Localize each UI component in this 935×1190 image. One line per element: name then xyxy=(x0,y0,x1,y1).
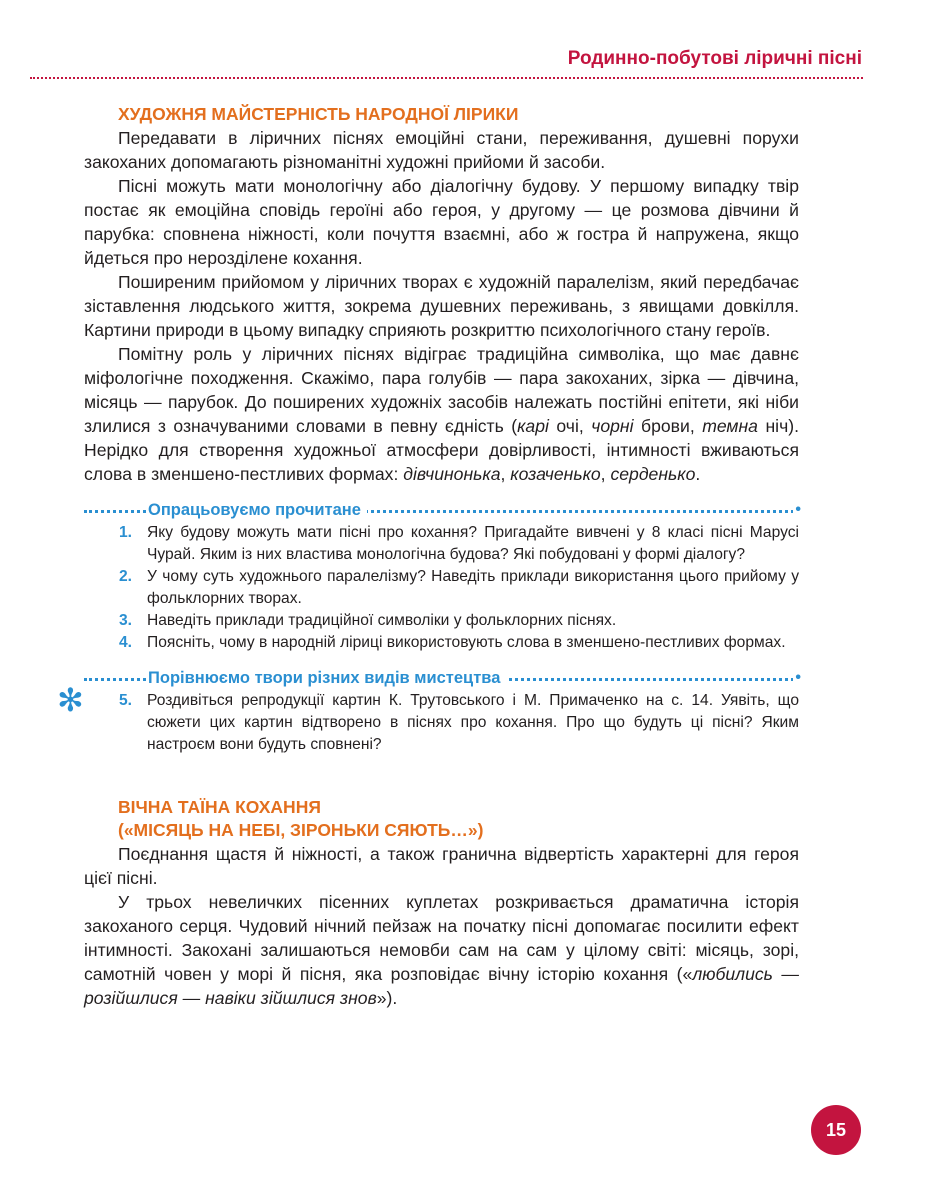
text-run: , xyxy=(600,464,611,484)
paragraph: Поширеним прийомом у ліричних творах є художній паралелізм, який передбачає зіставлення людського життя, зокрема душевних переживань, з явищами довкілля. Картини природи в цьому випадку сприяють розкриттю психологічного стану героїв. xyxy=(84,272,799,340)
compare-task-list xyxy=(57,682,799,756)
header-dotted-rule xyxy=(30,77,863,79)
text-run: Помітну роль у ліричних піснях відіграє традиційна символіка, що має давнє міфологічне походження. Скажімо, пара голубів — пара закоханих, зірка — дівчина, місяць — парубок. До поширених художніх засобів належать постійні епітети, які ніби злилися з означуваними словами в певну єдність ( xyxy=(84,344,799,436)
rule-end-dot: • xyxy=(793,498,801,522)
text-run: »). xyxy=(376,988,398,1008)
task-text: Яку будову можуть мати пісні про кохання? Пригадайте вивчені у 8 класі пісні Марусі Чурай. Яким із них властива монологічна будова? Які побудовані у формі діалогу? xyxy=(147,524,799,563)
task-number: 2. xyxy=(119,568,133,585)
paragraph: Передавати в ліричних піснях емоційні стани, переживання, душевні порухи закоханих допомагають різноманітні художні прийоми й засоби. xyxy=(84,128,799,172)
paragraph: Поєднання щастя й ніжності, а також гранична відвертість характерні для героя цієї пісні. xyxy=(84,844,799,888)
task-number: 1. xyxy=(119,524,133,541)
italic-word: дівчинонька xyxy=(403,464,501,484)
running-header-title: Родинно-побутові ліричні пісні xyxy=(567,48,862,69)
italic-word: козаченько xyxy=(510,464,601,484)
task-item xyxy=(84,566,799,610)
section-heading-artistry: ХУДОЖНЯ МАЙСТЕРНІСТЬ НАРОДНОЇ ЛІРИКИ xyxy=(118,104,519,124)
review-section-header xyxy=(84,498,799,522)
task-number: 4. xyxy=(119,634,133,651)
text-run: , xyxy=(500,464,511,484)
task-number: 3. xyxy=(119,612,133,629)
task-text: Поясніть, чому в народній ліриці використовують слова в зменшено-пестливих формах. xyxy=(147,634,786,651)
text-run: очі, xyxy=(548,416,592,436)
section-subheading-song-title: («МІСЯЦЬ НА НЕБІ, ЗІРОНЬКИ СЯЮТЬ…») xyxy=(118,820,484,840)
review-task-list xyxy=(84,522,799,654)
paragraph: Пісні можуть мати монологічну або діалогічну будову. У першому випадку твір постає як емоційна сповідь героїні або героя, у другому — це розмова дівчини й парубка: сповнена ніжності, коли почуття взаємні, або ж гостра й напружена, якщо йдеться про нерозділене кохання. xyxy=(84,176,799,268)
page-content xyxy=(57,103,801,1010)
text-run: У трьох невеличких пісенних куплетах розкривається драматична історія закоханого серця. Чудовий нічний пейзаж на початку пісні допомагає посилити ефект інтимності. Закохані залишаються немовби сам на сам у цілому світі: місяць, зорі, самотній човен у морі й пісня, яка розповідає вічну історію кохання (« xyxy=(84,892,799,984)
task-text: У чому суть художнього паралелізму? Наведіть приклади використання цього прийому у фольклорних творах. xyxy=(147,568,799,607)
italic-word: темна xyxy=(702,416,758,436)
task-item xyxy=(84,610,799,632)
task-item xyxy=(84,632,799,654)
section-heading-eternal-love: ВІЧНА ТАЇНА КОХАННЯ xyxy=(118,797,321,817)
creative-task-star-icon: ✻ xyxy=(57,682,84,718)
task-item xyxy=(84,522,799,566)
paragraph-symbolism xyxy=(84,342,799,486)
task-number: 5. xyxy=(119,692,133,709)
task-text: Роздивіться репродукції картин К. Трутовського і М. Примаченко на с. 14. Уявіть, що сюжети цих картин відтворено в піснях про кохання. Про що будуть ці пісні? Яким настроєм вони будуть сповнені? xyxy=(147,692,799,753)
italic-word: серденько xyxy=(610,464,696,484)
italic-word: карі xyxy=(517,416,549,436)
compare-section-label: Порівнюємо твори різних видів мистецтва xyxy=(146,666,506,690)
italic-quote: любились — розійшлися — навіки зійшлися знов xyxy=(84,964,799,1008)
text-run: ніч). Нерідко для створення художньої атмосфери довірливості, інтимності вживаються слова в зменшено-пестливих формах: xyxy=(84,416,799,484)
compare-section-header xyxy=(84,666,799,690)
italic-word: чорні xyxy=(591,416,634,436)
rule-end-dot: • xyxy=(793,666,801,690)
task-item xyxy=(57,682,799,756)
text-run: . xyxy=(695,464,701,484)
review-section-label: Опрацьовуємо прочитане xyxy=(146,498,367,522)
text-run: брови, xyxy=(633,416,703,436)
page-number-badge: 15 xyxy=(811,1105,861,1155)
section-eternal-love xyxy=(84,796,799,1010)
task-text: Наведіть приклади традиційної символіки у фольклорних піснях. xyxy=(147,612,617,629)
paragraph xyxy=(84,890,799,1010)
